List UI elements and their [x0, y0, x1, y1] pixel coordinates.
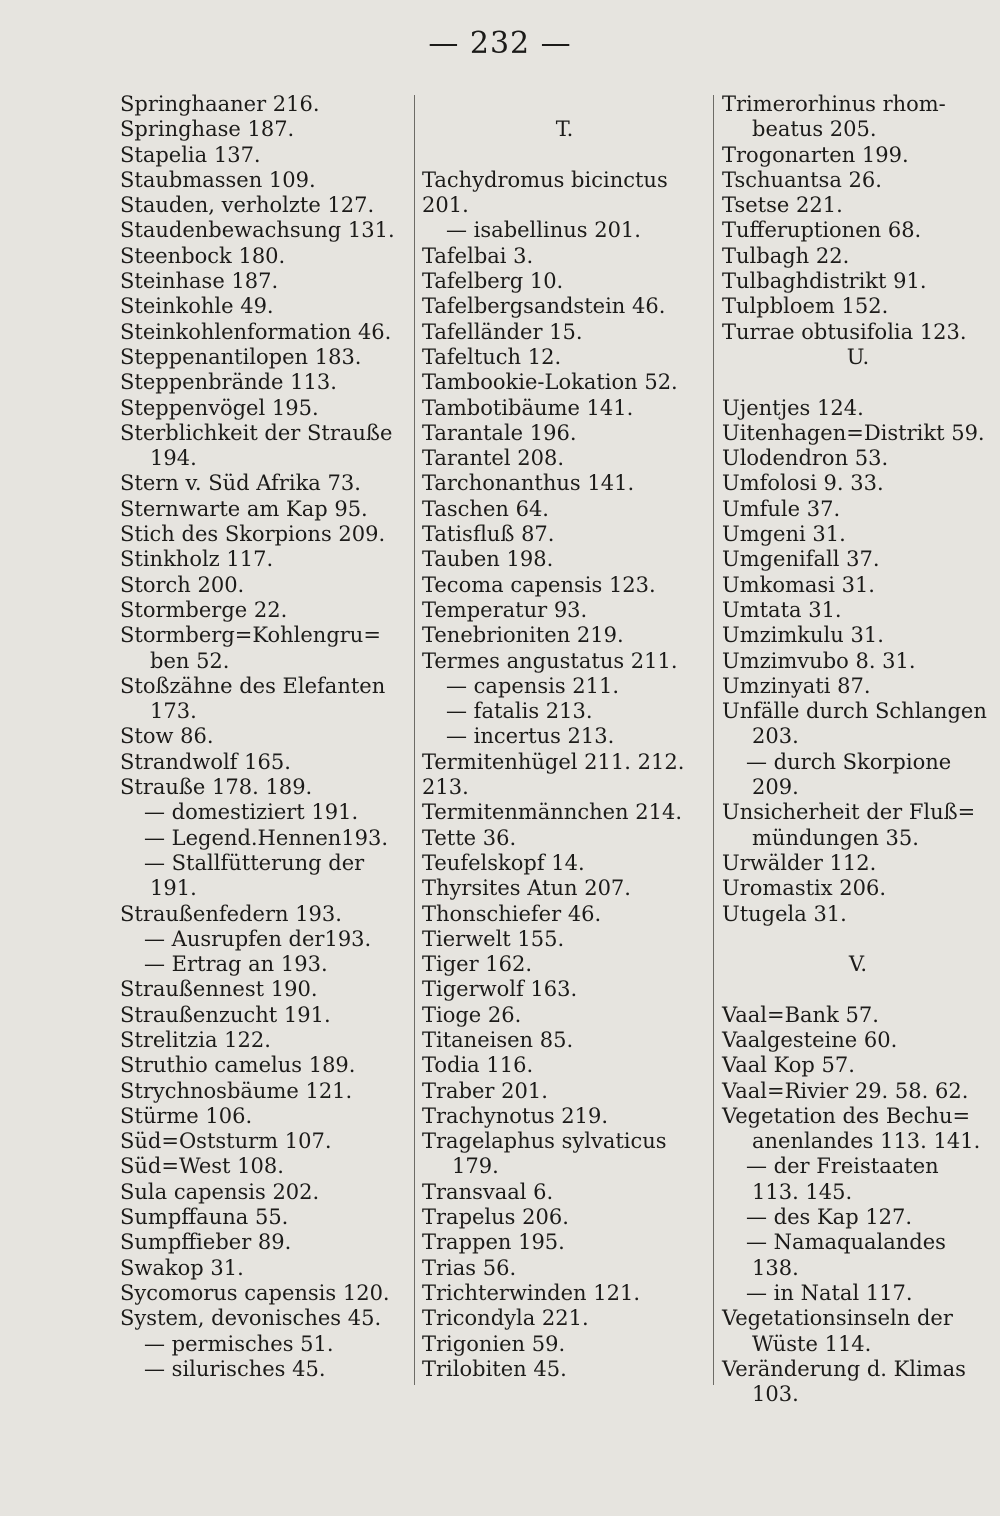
index-entry-continuation: 138.: [752, 1255, 799, 1280]
index-entry: Steppenvögel 195.: [120, 395, 319, 420]
index-entry: Transvaal 6.: [422, 1179, 554, 1204]
index-entry: Strychnosbäume 121.: [120, 1078, 353, 1103]
index-entry: Sula capensis 202.: [120, 1179, 320, 1204]
index-entry: Unfälle durch Schlangen: [722, 699, 987, 724]
index-entry-continuation: 173.: [150, 699, 197, 724]
index-entry: Staudenbewachsung 131.: [120, 218, 395, 243]
index-entry: Straußennest 190.: [120, 977, 318, 1002]
index-entry: Strandwolf 165.: [120, 749, 291, 774]
index-entry: Tauben 198.: [422, 547, 554, 572]
page-number: — 232 —: [428, 26, 572, 61]
index-entry: Tulbaghdistrikt 91.: [722, 269, 927, 294]
index-entry: Utugela 31.: [722, 901, 847, 926]
index-entry: Turrae obtusifolia 123.: [722, 319, 967, 344]
index-entry: Uitenhagen=Distrikt 59.: [722, 420, 985, 445]
index-entry: Staubmassen 109.: [120, 167, 316, 192]
index-entry: Tambookie-Lokation 52.: [422, 370, 678, 395]
index-entry: Tafelbai 3.: [422, 243, 534, 268]
index-entry: Tiger 162.: [422, 952, 533, 977]
index-entry: Umtata 31.: [722, 597, 842, 622]
index-entry: Todia 116.: [422, 1053, 534, 1078]
index-entry: Vegetation des Bechu=: [722, 1103, 971, 1128]
index-entry: Süd=Oststurm 107.: [120, 1129, 332, 1154]
index-entry: Tarantale 196.: [422, 420, 577, 445]
index-entry: 201.: [422, 193, 469, 218]
index-subentry: — der Freistaaten: [746, 1154, 939, 1179]
index-entry-continuation: Wüste 114.: [752, 1331, 872, 1356]
index-entry: Taschen 64.: [422, 496, 549, 521]
index-entry: Steppenbrände 113.: [120, 370, 337, 395]
index-entry-continuation: beatus 205.: [752, 117, 877, 142]
index-entry: Termes angustatus 211.: [422, 648, 678, 673]
index-entry-continuation: 179.: [452, 1154, 499, 1179]
index-entry: Sternwarte am Kap 95.: [120, 496, 368, 521]
column-divider: [414, 95, 415, 1385]
index-entry: Trichterwinden 121.: [422, 1280, 640, 1305]
index-entry: Traber 201.: [422, 1078, 548, 1103]
index-entry: Umgenifall 37.: [722, 547, 880, 572]
index-entry: Trimerorhinus rhom-: [722, 92, 946, 116]
index-entry: Titaneisen 85.: [422, 1027, 574, 1052]
index-entry: Tioge 26.: [422, 1002, 522, 1027]
index-entry-continuation: 113. 145.: [752, 1179, 853, 1204]
index-entry: Stern v. Süd Afrika 73.: [120, 471, 361, 496]
index-entry: Strauße 178. 189.: [120, 775, 313, 800]
index-entry: Trachynotus 219.: [422, 1103, 609, 1128]
index-entry: Tufferuptionen 68.: [722, 218, 922, 243]
index-entry: Tafelländer 15.: [422, 319, 583, 344]
blank-line: [422, 92, 707, 117]
index-entry-continuation: ben 52.: [150, 648, 230, 673]
index-entry: Stormberg=Kohlengru=: [120, 623, 381, 648]
index-subentry: — domestiziert 191.: [144, 800, 359, 825]
index-entry-continuation: anenlandes 113. 141.: [752, 1129, 981, 1154]
index-column-left: [120, 92, 405, 1382]
index-entry: Tigerwolf 163.: [422, 977, 578, 1002]
index-entry: 213.: [422, 775, 469, 800]
index-entry: Springhase 187.: [120, 117, 295, 142]
index-entry: Tambotibäume 141.: [422, 395, 634, 420]
index-subentry: — silurisches 45.: [144, 1356, 326, 1381]
index-entry: Steppenantilopen 183.: [120, 344, 362, 369]
index-entry-continuation: mündungen 35.: [752, 825, 919, 850]
index-entry: Stauden, verholzte 127.: [120, 193, 375, 218]
index-entry: Teufelskopf 14.: [422, 850, 585, 875]
index-entry: Tenebrioniten 219.: [422, 623, 624, 648]
index-entry: Straußenzucht 191.: [120, 1002, 331, 1027]
column-divider: [713, 95, 714, 1385]
index-entry: Umzimkulu 31.: [722, 623, 884, 648]
index-entry: Swakop 31.: [120, 1255, 244, 1280]
blank-line: [722, 370, 994, 395]
index-entry: Süd=West 108.: [120, 1154, 284, 1179]
index-entry: Thonschiefer 46.: [422, 901, 602, 926]
index-entry: Thyrsites Atun 207.: [422, 876, 631, 901]
index-entry: Temperatur 93.: [422, 597, 588, 622]
index-entry: Trapelus 206.: [422, 1205, 569, 1230]
index-entry: Tecoma capensis 123.: [422, 572, 656, 597]
index-entry: Ujentjes 124.: [722, 395, 864, 420]
blank-line: [422, 143, 707, 168]
index-entry: Stinkholz 117.: [120, 547, 274, 572]
index-entry: Steinhase 187.: [120, 269, 279, 294]
index-subentry: — fatalis 213.: [446, 699, 593, 724]
index-entry: Unsicherheit der Fluß=: [722, 800, 976, 825]
index-entry: Strelitzia 122.: [120, 1027, 271, 1052]
index-entry: Tarantel 208.: [422, 446, 564, 471]
index-entry: Tschuantsa 26.: [722, 167, 882, 192]
index-entry: System, devonisches 45.: [120, 1306, 382, 1331]
index-entry: Vegetationsinseln der: [722, 1306, 953, 1331]
index-entry: Umgeni 31.: [722, 522, 846, 547]
index-subentry: — Stallfütterung der: [144, 850, 365, 875]
index-entry: Umzinyati 87.: [722, 673, 871, 698]
index-entry: Umzimvubo 8. 31.: [722, 648, 916, 673]
index-entry: Tafelbergsandstein 46.: [422, 294, 666, 319]
index-entry: Vaalgesteine 60.: [722, 1027, 898, 1052]
index-subentry: — Legend.Hennen193.: [144, 825, 389, 850]
index-subentry: — capensis 211.: [446, 673, 620, 698]
index-subentry: — Ausrupfen der193.: [144, 926, 372, 951]
index-subentry: — incertus 213.: [446, 724, 615, 749]
index-entry: Umkomasi 31.: [722, 572, 875, 597]
section-letter-heading: U.: [846, 344, 870, 369]
index-entry: Steinkohle 49.: [120, 294, 274, 319]
index-entry: Stürme 106.: [120, 1103, 253, 1128]
index-entry: Termitenhügel 211. 212.: [422, 749, 685, 774]
index-entry: Trilobiten 45.: [422, 1356, 567, 1381]
index-entry: Struthio camelus 189.: [120, 1053, 356, 1078]
index-entry: Ulodendron 53.: [722, 446, 889, 471]
index-entry: Vaal=Rivier 29. 58. 62.: [722, 1078, 969, 1103]
index-entry: Tsetse 221.: [722, 193, 843, 218]
index-subentry: — Namaqualandes: [746, 1230, 946, 1255]
index-entry: Tulbagh 22.: [722, 243, 850, 268]
index-entry: Sumpffieber 89.: [120, 1230, 292, 1255]
index-entry: Tatisfluß 87.: [422, 522, 555, 547]
blank-line: [722, 977, 994, 1002]
index-subentry: — des Kap 127.: [746, 1205, 913, 1230]
index-entry: Tarchonanthus 141.: [422, 471, 635, 496]
index-entry: Vaal=Bank 57.: [722, 1002, 879, 1027]
index-entry: Trogonarten 199.: [722, 142, 909, 167]
index-entry: Tierwelt 155.: [422, 926, 565, 951]
section-letter-heading: V.: [848, 952, 868, 977]
index-entry: Tachydromus bicinctus: [422, 167, 668, 192]
index-entry-continuation: 209.: [752, 775, 799, 800]
index-entry: Steenbock 180.: [120, 243, 286, 268]
index-entry: Sumpffauna 55.: [120, 1205, 289, 1230]
index-entry: Trias 56.: [422, 1255, 517, 1280]
index-entry: Straußenfedern 193.: [120, 901, 342, 926]
index-entry-continuation: 191.: [150, 876, 197, 901]
index-subentry: — permisches 51.: [144, 1331, 334, 1356]
index-column-middle: [422, 92, 707, 1382]
index-subentry: — Ertrag an 193.: [144, 952, 328, 977]
index-entry: Vaal Kop 57.: [722, 1053, 855, 1078]
index-entry: Tulpbloem 152.: [722, 294, 889, 319]
index-entry: Termitenmännchen 214.: [422, 800, 683, 825]
index-entry: Umfule 37.: [722, 496, 841, 521]
index-subentry: — isabellinus 201.: [446, 218, 641, 243]
index-entry: Stapelia 137.: [120, 142, 261, 167]
index-subentry: — in Natal 117.: [746, 1280, 913, 1305]
index-entry: Sterblichkeit der Strauße: [120, 420, 393, 445]
blank-line: [722, 927, 994, 952]
index-entry: Steinkohlenformation 46.: [120, 319, 392, 344]
index-entry: Stormberge 22.: [120, 597, 288, 622]
index-entry: Urwälder 112.: [722, 850, 877, 875]
index-entry: Trappen 195.: [422, 1230, 565, 1255]
index-entry: Umfolosi 9. 33.: [722, 471, 884, 496]
index-entry: Tafelberg 10.: [422, 269, 564, 294]
index-entry: Trigonien 59.: [422, 1331, 566, 1356]
index-entry: Uromastix 206.: [722, 876, 887, 901]
index-subentry: — durch Skorpione: [746, 749, 952, 774]
index-entry: Springhaaner 216.: [120, 92, 320, 116]
index-entry: Tricondyla 221.: [422, 1306, 589, 1331]
index-column-right: [722, 92, 994, 1407]
index-entry: Tafeltuch 12.: [422, 344, 562, 369]
index-entry: Stoßzähne des Elefanten: [120, 673, 386, 698]
index-entry-continuation: 103.: [752, 1382, 799, 1407]
section-letter-heading: T.: [555, 117, 574, 142]
index-entry: Stich des Skorpions 209.: [120, 522, 386, 547]
index-entry: Tragelaphus sylvaticus: [422, 1129, 667, 1154]
index-entry-continuation: 194.: [150, 446, 197, 471]
index-entry: Stow 86.: [120, 724, 214, 749]
index-entry: Veränderung d. Klimas: [722, 1356, 966, 1381]
index-entry: Tette 36.: [422, 825, 517, 850]
index-entry-continuation: 203.: [752, 724, 799, 749]
index-entry: Sycomorus capensis 120.: [120, 1280, 390, 1305]
index-entry: Storch 200.: [120, 572, 245, 597]
